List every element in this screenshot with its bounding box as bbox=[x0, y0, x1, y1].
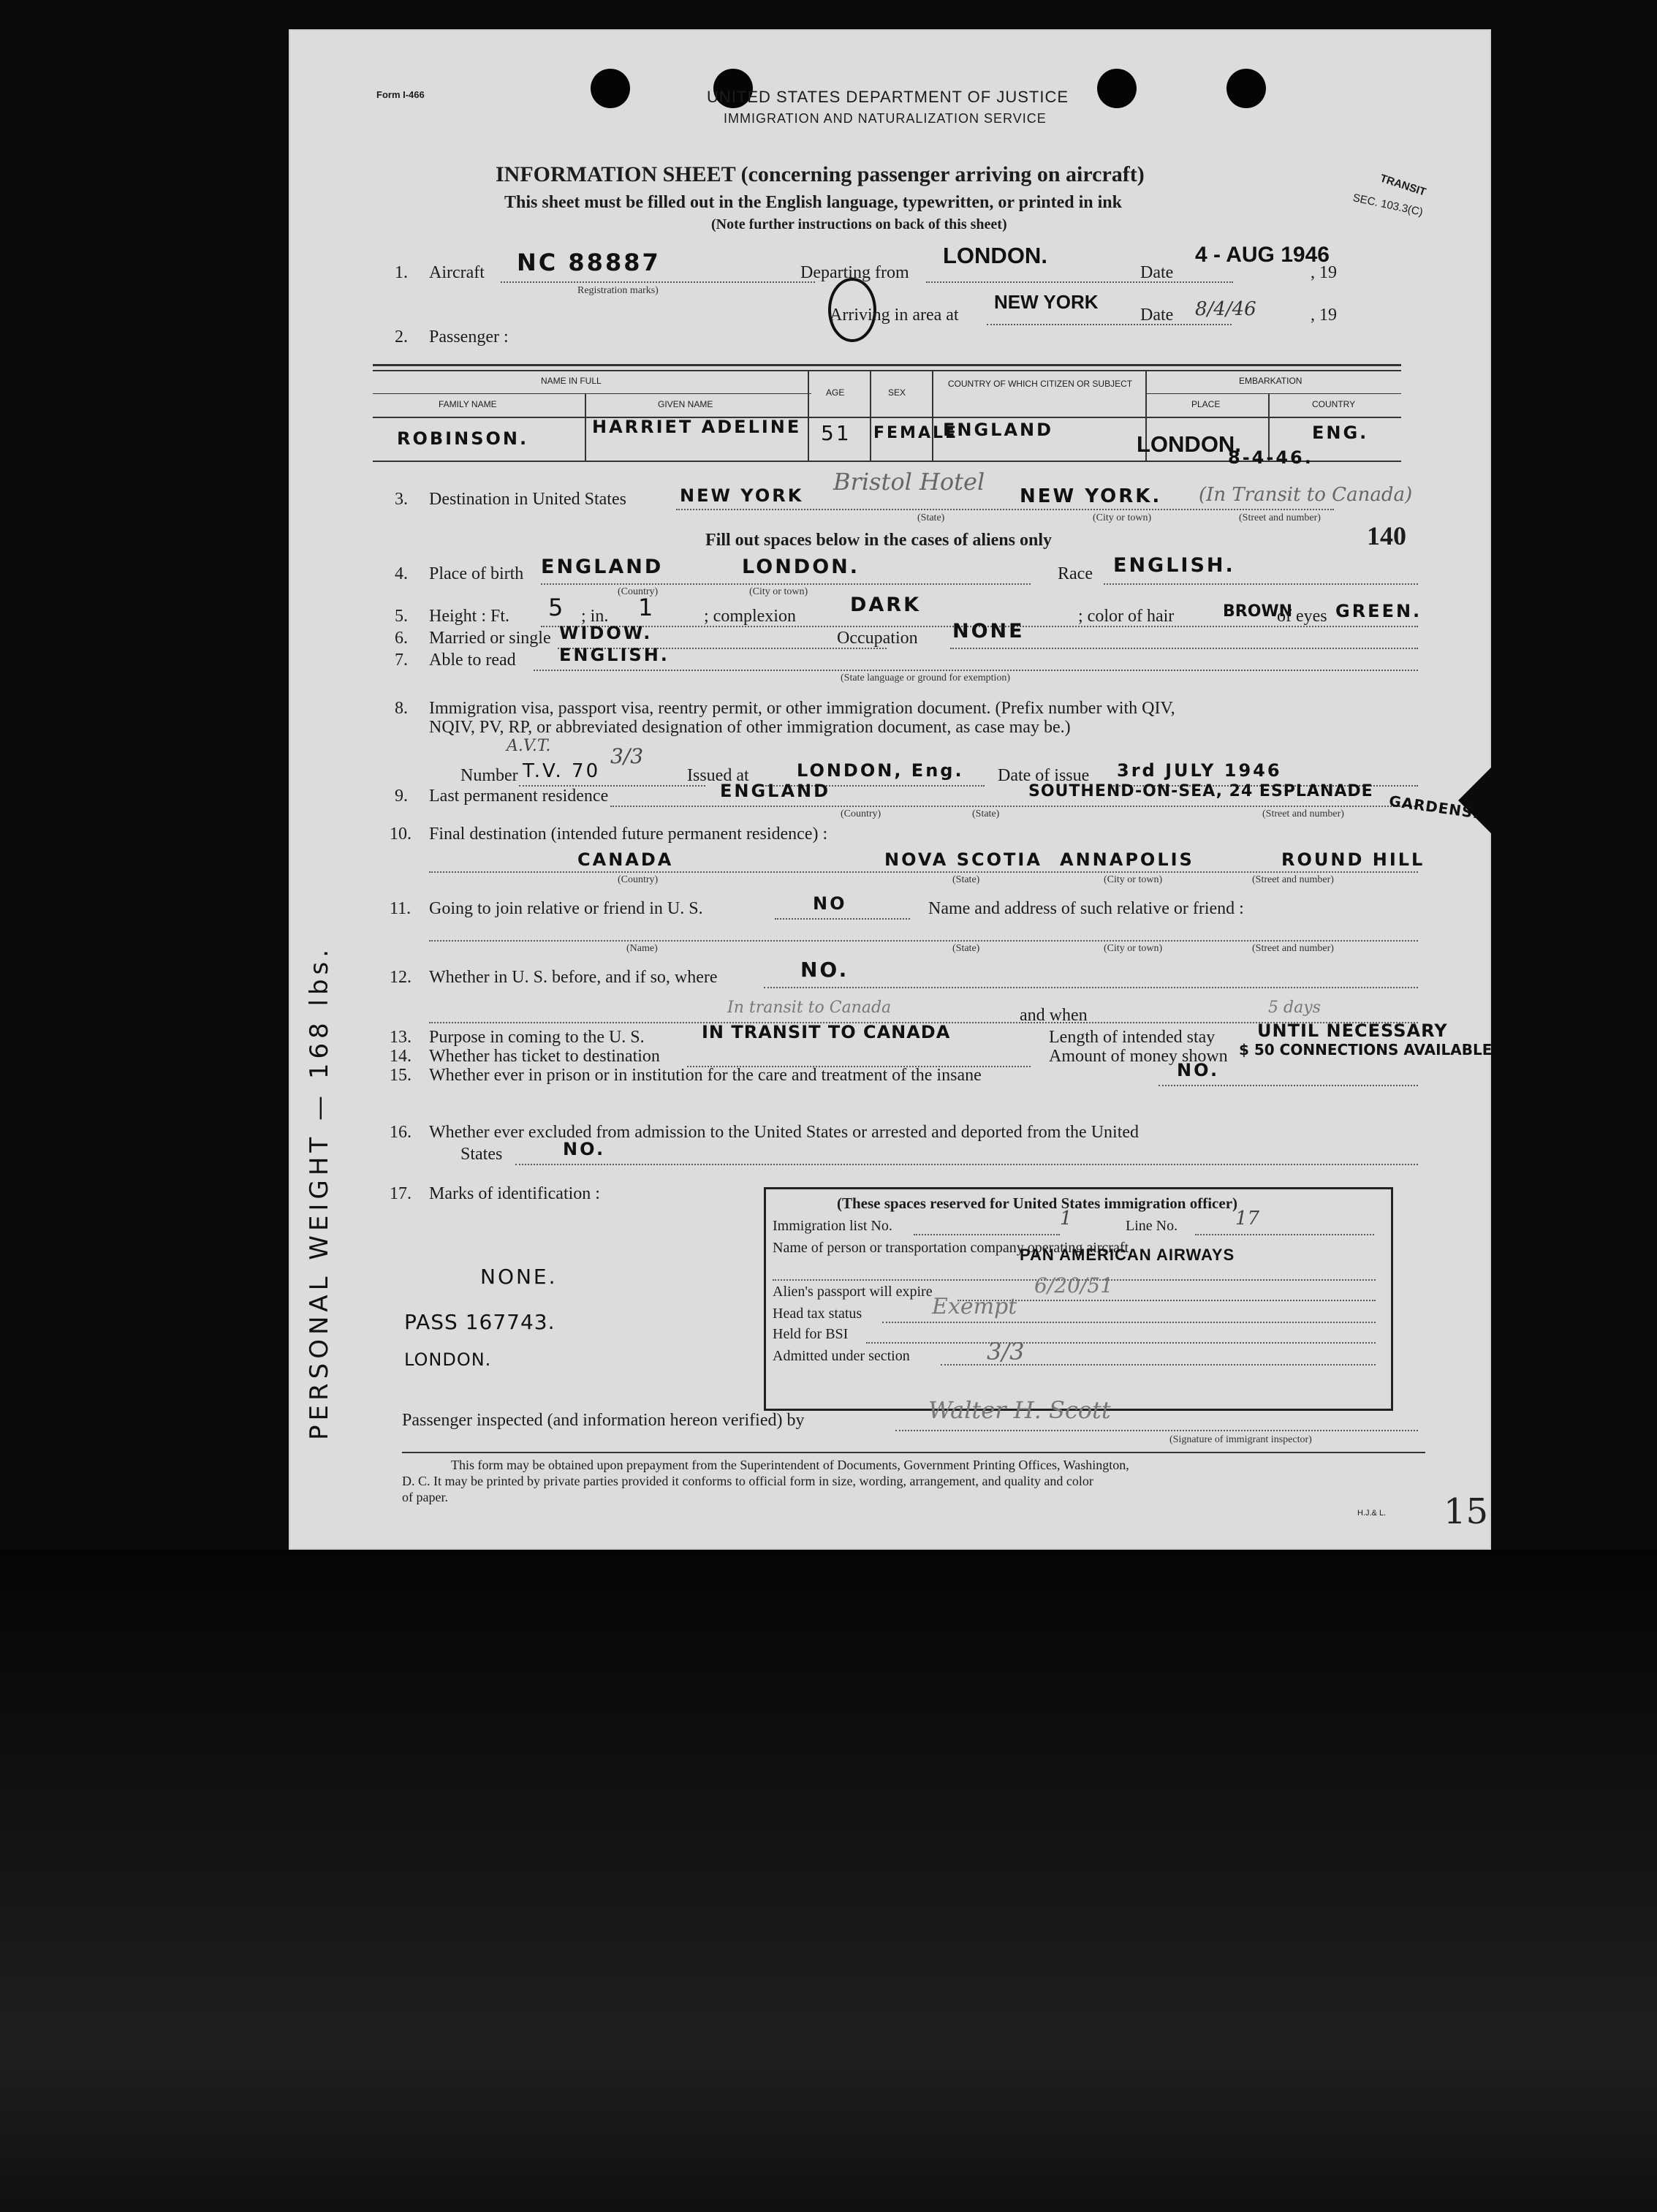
final-destination-label: Final destination (intended future permanent residence) : bbox=[429, 825, 828, 844]
departing-value: LONDON. bbox=[943, 243, 1047, 268]
table-rule bbox=[373, 370, 1401, 371]
destination-state: NEW YORK bbox=[680, 485, 804, 506]
number-section: 3/3 bbox=[610, 744, 644, 768]
embarkation-header: EMBARKATION bbox=[1239, 376, 1303, 386]
inspector-signature: Walter H. Scott bbox=[928, 1396, 1111, 1424]
sub-street: (Street and number) bbox=[1239, 512, 1321, 523]
admitted-label: Admitted under section bbox=[773, 1348, 910, 1364]
ticket-label: Whether has ticket to destination bbox=[429, 1047, 660, 1066]
bsi-line bbox=[866, 1342, 1376, 1344]
issued-label: Issued at bbox=[687, 766, 749, 785]
line-line bbox=[1195, 1234, 1374, 1235]
list-line bbox=[914, 1234, 1060, 1235]
headtax-label: Head tax status bbox=[773, 1306, 862, 1322]
aircraft-line bbox=[501, 281, 815, 283]
prison-label: Whether ever in prison or in institution for the care and treatment of the insane bbox=[429, 1066, 982, 1085]
birth-country: ENGLAND bbox=[541, 556, 664, 578]
stay-value: UNTIL NECESSARY bbox=[1257, 1020, 1448, 1041]
read-sub: (State language or ground for exemption) bbox=[841, 673, 1011, 683]
prior-us-cursive: In transit to Canada bbox=[727, 999, 892, 1017]
given-name-header: GIVEN NAME bbox=[658, 399, 713, 409]
sub-city: (City or town) bbox=[1104, 874, 1163, 885]
q6-number: 6. bbox=[395, 629, 408, 648]
form-sheet bbox=[289, 29, 1491, 1550]
purpose-label: Purpose in coming to the U. S. bbox=[429, 1028, 645, 1047]
country2-header: COUNTRY bbox=[1312, 399, 1356, 409]
sex-header: SEX bbox=[888, 387, 906, 398]
q17-number: 17. bbox=[390, 1184, 412, 1203]
country-value: ENGLAND bbox=[943, 420, 1054, 440]
passport-label: Alien's passport will expire bbox=[773, 1284, 933, 1300]
birthplace-line bbox=[541, 583, 1031, 585]
sub-city: (City or town) bbox=[749, 586, 808, 597]
embark-country-value: ENG. bbox=[1312, 423, 1369, 443]
issued-value: LONDON, Eng. bbox=[797, 760, 964, 781]
arriving-label: Arriving in area at bbox=[830, 306, 959, 325]
corner-number: 15 bbox=[1444, 1491, 1489, 1532]
form-title: INFORMATION SHEET (concerning passenger arriving on aircraft) bbox=[496, 162, 1145, 186]
q5-number: 5. bbox=[395, 607, 408, 626]
birth-city: LONDON. bbox=[742, 556, 860, 578]
when-value: 5 days bbox=[1268, 999, 1321, 1017]
list-value: 1 bbox=[1060, 1208, 1072, 1230]
given-name-value: HARRIET ADELINE bbox=[592, 417, 802, 437]
q9-number: 9. bbox=[395, 787, 408, 806]
headtax-line bbox=[882, 1322, 1376, 1323]
height-label: Height : Ft. bbox=[429, 607, 510, 626]
sub-street: (Street and number) bbox=[1262, 808, 1344, 819]
q1-number: 1. bbox=[395, 263, 408, 282]
race-line bbox=[1104, 583, 1418, 585]
occupation-label: Occupation bbox=[837, 629, 918, 648]
date2-19: , 19 bbox=[1311, 306, 1337, 325]
q7-number: 7. bbox=[395, 651, 408, 670]
sub-street: (Street and number) bbox=[1252, 874, 1334, 885]
relative-name-label: Name and address of such relative or friend : bbox=[928, 899, 1244, 918]
final-state: NOVA SCOTIA bbox=[884, 849, 1042, 870]
inspection-label: Passenger inspected (and information hereon verified) by bbox=[402, 1411, 805, 1430]
destination-hotel: Bristol Hotel bbox=[833, 468, 985, 496]
q13-number: 13. bbox=[390, 1028, 412, 1047]
height-in: 1 bbox=[638, 594, 656, 621]
printer-code: H.J.& L. bbox=[1357, 1509, 1387, 1518]
read-line bbox=[534, 670, 1418, 671]
marital-label: Married or single bbox=[429, 629, 551, 648]
final-city: ANNAPOLIS bbox=[1060, 849, 1194, 870]
relative-value: NO bbox=[813, 893, 847, 914]
admitted-value: 3/3 bbox=[987, 1338, 1025, 1366]
destination-line bbox=[676, 509, 1334, 510]
operator-value: PAN AMERICAN AIRWAYS bbox=[1020, 1246, 1235, 1264]
q12-number: 12. bbox=[390, 968, 412, 987]
arriving-line bbox=[987, 324, 1232, 325]
margin-weight-note: PERSONAL WEIGHT — 168 lbs. bbox=[305, 944, 334, 1440]
height-ft: 5 bbox=[548, 594, 566, 621]
table-top-rule bbox=[373, 364, 1401, 366]
excluded-line bbox=[515, 1164, 1418, 1165]
marks-city: LONDON. bbox=[404, 1349, 492, 1370]
punch-hole bbox=[591, 69, 630, 108]
q15-number: 15. bbox=[390, 1066, 412, 1085]
table-rule bbox=[373, 393, 811, 394]
excluded-value: NO. bbox=[563, 1139, 606, 1159]
operator-label: Name of person or transportation company operating aircraft bbox=[773, 1240, 1129, 1256]
destination-label: Destination in United States bbox=[429, 490, 626, 509]
prior-us-value: NO. bbox=[800, 958, 849, 982]
final-destination-line bbox=[429, 871, 1418, 873]
sub-state: (State) bbox=[952, 943, 980, 954]
final-country: CANADA bbox=[577, 849, 674, 870]
height-in-label: ; in. bbox=[581, 607, 609, 626]
sub-country: (Country) bbox=[618, 586, 659, 597]
footer-text2: D. C. It may be printed by private parties provided it conforms to official form in size, wording, arrangement, and quality and color bbox=[402, 1474, 1093, 1488]
excluded-text2: States bbox=[460, 1145, 503, 1164]
date-label: Date bbox=[1140, 263, 1174, 282]
destination-city: NEW YORK. bbox=[1020, 485, 1162, 507]
departing-line bbox=[926, 281, 1233, 283]
number-note: A.V.T. bbox=[507, 737, 551, 755]
sub-city: (City or town) bbox=[1093, 512, 1152, 523]
prior-us-label: Whether in U. S. before, and if so, where bbox=[429, 968, 718, 987]
date2-value: 8/4/46 bbox=[1195, 298, 1256, 320]
passport-line bbox=[958, 1300, 1376, 1301]
number-value: T.V. 70 bbox=[523, 760, 601, 782]
money-label: Amount of money shown bbox=[1049, 1047, 1228, 1066]
table-divider bbox=[932, 370, 933, 461]
table-divider bbox=[585, 393, 586, 461]
bsi-label: Held for BSI bbox=[773, 1326, 849, 1342]
table-rule bbox=[1145, 393, 1401, 394]
when-label: and when bbox=[1020, 1006, 1088, 1025]
date2-label: Date bbox=[1140, 306, 1174, 325]
service-heading: IMMIGRATION AND NATURALIZATION SERVICE bbox=[724, 111, 1047, 126]
sub-state: (State) bbox=[972, 808, 1000, 819]
q8-text2: NQIV, PV, RP, or abbreviated designation of other immigration document, as case may be.) bbox=[429, 718, 1071, 737]
family-name-header: FAMILY NAME bbox=[439, 399, 497, 409]
race-value: ENGLISH. bbox=[1113, 554, 1235, 577]
country-header: COUNTRY OF WHICH CITIZEN OR SUBJECT bbox=[947, 379, 1133, 389]
inspection-line bbox=[895, 1430, 1418, 1431]
marks-pass: PASS 167743. bbox=[404, 1310, 556, 1334]
q4-number: 4. bbox=[395, 564, 408, 583]
stay-label: Length of intended stay bbox=[1049, 1028, 1216, 1047]
aliens-only-heading: Fill out spaces below in the cases of aliens only bbox=[705, 531, 1053, 550]
page-stamp-number: 140 bbox=[1367, 521, 1406, 550]
prison-line bbox=[1159, 1085, 1418, 1086]
eyes-value: GREEN. bbox=[1335, 601, 1422, 621]
residence-street2: GARDENS. bbox=[1387, 792, 1481, 822]
name-in-full-header: NAME IN FULL bbox=[541, 376, 602, 386]
relative-line bbox=[775, 918, 910, 920]
date-value: 4 - AUG 1946 bbox=[1195, 243, 1330, 267]
sub-country: (Country) bbox=[841, 808, 881, 819]
q14-number: 14. bbox=[390, 1047, 412, 1066]
table-rule bbox=[373, 417, 1401, 418]
residence-line bbox=[610, 806, 1418, 807]
residence-street: SOUTHEND-ON-SEA, 24 ESPLANADE bbox=[1028, 782, 1373, 800]
departing-label: Departing from bbox=[800, 263, 909, 282]
residence-country: ENGLAND bbox=[720, 781, 831, 801]
marital-value: WIDOW. bbox=[559, 623, 653, 643]
family-name-value: ROBINSON. bbox=[397, 428, 529, 449]
race-label: Race bbox=[1058, 564, 1093, 583]
marks-label: Marks of identification : bbox=[429, 1184, 600, 1203]
list-label: Immigration list No. bbox=[773, 1218, 892, 1234]
hair-value: BROWN bbox=[1223, 602, 1293, 621]
purpose-value: IN TRANSIT TO CANADA bbox=[702, 1022, 951, 1042]
number-label: Number bbox=[460, 766, 518, 785]
prior-us-line bbox=[764, 987, 1418, 988]
table-divider bbox=[808, 370, 809, 461]
q16-number: 16. bbox=[390, 1123, 412, 1142]
doi-value: 3rd JULY 1946 bbox=[1117, 760, 1282, 781]
punch-hole bbox=[1097, 69, 1137, 108]
torn-edge bbox=[1458, 768, 1491, 833]
sub-city: (City or town) bbox=[1104, 943, 1163, 954]
embark-date-value: 8-4-46. bbox=[1228, 447, 1313, 468]
form-note: (Note further instructions on back of this sheet) bbox=[711, 216, 1007, 232]
complexion-value: DARK bbox=[850, 594, 922, 616]
hair-label: ; color of hair bbox=[1078, 607, 1175, 626]
complexion-label: ; complexion bbox=[704, 607, 796, 626]
final-street: ROUND HILL bbox=[1281, 849, 1425, 870]
passport-value: 6/20/51 bbox=[1034, 1273, 1113, 1298]
marks-value: NONE. bbox=[480, 1265, 558, 1289]
footer-rule bbox=[402, 1452, 1425, 1453]
q8-number: 8. bbox=[395, 699, 408, 718]
aircraft-value: NC 88887 bbox=[517, 249, 661, 276]
headtax-value: Exempt bbox=[932, 1294, 1017, 1319]
excluded-text1: Whether ever excluded from admission to the United States or arrested and deported from the United bbox=[429, 1123, 1140, 1142]
form-instruction: This sheet must be filled out in the English language, typewritten, or printed in ink bbox=[504, 193, 1122, 212]
footer-text3: of paper. bbox=[402, 1490, 448, 1504]
transit-stamp: TRANSIT bbox=[1378, 172, 1428, 199]
place-header: PLACE bbox=[1191, 399, 1221, 409]
birthplace-label: Place of birth bbox=[429, 564, 524, 583]
sub-country: (Country) bbox=[618, 874, 659, 885]
q2-number: 2. bbox=[395, 327, 408, 346]
q8-text1: Immigration visa, passport visa, reentry permit, or other immigration document. (Prefix number with QIV, bbox=[429, 699, 1175, 718]
arriving-value: NEW YORK bbox=[994, 291, 1099, 313]
occupation-value: NONE bbox=[952, 620, 1025, 643]
destination-street: (In Transit to Canada) bbox=[1199, 484, 1413, 506]
sub-state: (State) bbox=[952, 874, 980, 885]
sub-state: (State) bbox=[917, 512, 945, 523]
relative-address-line bbox=[429, 940, 1418, 942]
age-value: 51 bbox=[821, 421, 852, 445]
aircraft-label: Aircraft bbox=[429, 263, 485, 282]
footer-text1: This form may be obtained upon prepayment from the Superintendent of Documents, Government Printing Offices, Washington, bbox=[451, 1458, 1129, 1472]
q3-number: 3. bbox=[395, 490, 408, 509]
film-background bbox=[0, 1550, 1657, 2212]
aircraft-sub: Registration marks) bbox=[577, 285, 659, 296]
line-label: Line No. bbox=[1126, 1218, 1178, 1234]
residence-label: Last permanent residence bbox=[429, 787, 609, 806]
sub-street: (Street and number) bbox=[1252, 943, 1334, 954]
embark-place-value: LONDON. bbox=[1137, 431, 1241, 457]
punch-hole bbox=[1226, 69, 1266, 108]
officer-box-heading: (These spaces reserved for United States immigration officer) bbox=[837, 1194, 1238, 1212]
passenger-label: Passenger : bbox=[429, 327, 509, 346]
inspection-sub: (Signature of immigrant inspector) bbox=[1169, 1434, 1312, 1445]
transit-section: SEC. 103.3(C) bbox=[1351, 192, 1425, 219]
read-value: ENGLISH. bbox=[559, 645, 670, 665]
date-19: , 19 bbox=[1311, 263, 1337, 282]
sub-name: (Name) bbox=[626, 943, 658, 954]
form-number: Form I-466 bbox=[376, 89, 425, 100]
age-header: AGE bbox=[826, 387, 845, 398]
eyes-label: of eyes bbox=[1277, 607, 1327, 626]
table-divider bbox=[870, 370, 871, 461]
occupation-line bbox=[950, 648, 1418, 649]
prison-value: NO. bbox=[1177, 1060, 1220, 1080]
department-heading: UNITED STATES DEPARTMENT OF JUSTICE bbox=[707, 88, 1069, 106]
line-value: 17 bbox=[1235, 1208, 1260, 1230]
read-label: Able to read bbox=[429, 651, 516, 670]
money-value: $ 50 CONNECTIONS AVAILABLE bbox=[1239, 1041, 1493, 1058]
doi-label: Date of issue bbox=[998, 766, 1090, 785]
sex-value: FEMALE bbox=[873, 424, 959, 442]
q10-number: 10. bbox=[390, 825, 412, 844]
q11-number: 11. bbox=[390, 899, 412, 918]
relative-label: Going to join relative or friend in U. S. bbox=[429, 899, 703, 918]
